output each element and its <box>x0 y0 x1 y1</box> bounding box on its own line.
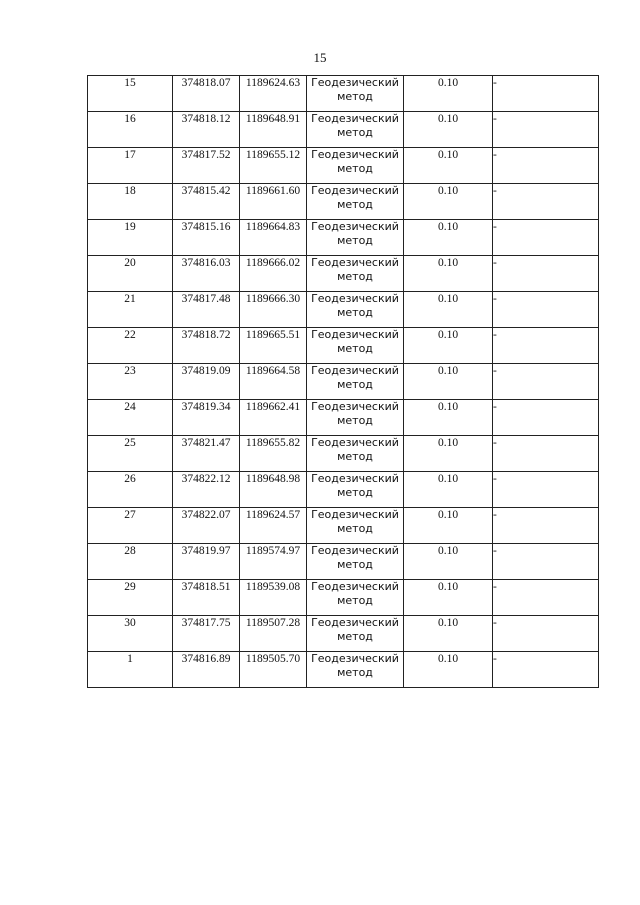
method-cell <box>307 544 404 580</box>
table-row <box>88 256 599 292</box>
x-coordinate-cell: 374819.09 <box>173 364 240 400</box>
method-line-1: Геодезический <box>311 112 399 125</box>
method-line-1: Геодезический <box>311 580 399 593</box>
x-coordinate-cell: 374819.34 <box>173 400 240 436</box>
accuracy-cell: 0.10 <box>404 184 493 220</box>
note-cell: - <box>493 652 599 688</box>
y-coordinate-cell: 1189666.02 <box>240 256 307 292</box>
x-coordinate-cell: 374821.47 <box>173 436 240 472</box>
method-line-1: Геодезический <box>311 292 399 305</box>
point-number-cell: 17 <box>88 148 173 184</box>
accuracy-cell: 0.10 <box>404 112 493 148</box>
note-cell: - <box>493 148 599 184</box>
accuracy-cell: 0.10 <box>404 616 493 652</box>
coordinates-table-body <box>88 76 599 688</box>
y-coordinate-cell: 1189666.30 <box>240 292 307 328</box>
method-cell <box>307 220 404 256</box>
note-cell: - <box>493 364 599 400</box>
x-coordinate-cell: 374815.16 <box>173 220 240 256</box>
x-coordinate-cell: 374816.89 <box>173 652 240 688</box>
note-cell: - <box>493 184 599 220</box>
table-row <box>88 148 599 184</box>
accuracy-cell: 0.10 <box>404 256 493 292</box>
note-cell: - <box>493 256 599 292</box>
x-coordinate-cell: 374818.12 <box>173 112 240 148</box>
note-cell: - <box>493 112 599 148</box>
note-cell: - <box>493 436 599 472</box>
x-coordinate-cell: 374819.97 <box>173 544 240 580</box>
method-cell <box>307 112 404 148</box>
method-cell <box>307 508 404 544</box>
note-cell: - <box>493 400 599 436</box>
y-coordinate-cell: 1189624.63 <box>240 76 307 112</box>
accuracy-cell: 0.10 <box>404 436 493 472</box>
method-line-2: метод <box>337 342 373 355</box>
y-coordinate-cell: 1189648.91 <box>240 112 307 148</box>
table-row <box>88 652 599 688</box>
point-number-cell: 16 <box>88 112 173 148</box>
note-cell: - <box>493 508 599 544</box>
method-line-2: метод <box>337 522 373 535</box>
y-coordinate-cell: 1189648.98 <box>240 472 307 508</box>
method-cell <box>307 652 404 688</box>
y-coordinate-cell: 1189574.97 <box>240 544 307 580</box>
accuracy-cell: 0.10 <box>404 400 493 436</box>
method-cell <box>307 400 404 436</box>
method-line-1: Геодезический <box>311 148 399 161</box>
method-line-1: Геодезический <box>311 220 399 233</box>
method-line-1: Геодезический <box>311 508 399 521</box>
note-cell: - <box>493 616 599 652</box>
accuracy-cell: 0.10 <box>404 544 493 580</box>
table-row <box>88 544 599 580</box>
point-number-cell: 30 <box>88 616 173 652</box>
y-coordinate-cell: 1189662.41 <box>240 400 307 436</box>
y-coordinate-cell: 1189665.51 <box>240 328 307 364</box>
accuracy-cell: 0.10 <box>404 364 493 400</box>
method-line-1: Геодезический <box>311 184 399 197</box>
note-cell: - <box>493 292 599 328</box>
method-line-2: метод <box>337 594 373 607</box>
method-cell <box>307 616 404 652</box>
accuracy-cell: 0.10 <box>404 220 493 256</box>
point-number-cell: 20 <box>88 256 173 292</box>
method-cell <box>307 184 404 220</box>
point-number-cell: 22 <box>88 328 173 364</box>
method-cell <box>307 580 404 616</box>
point-number-cell: 19 <box>88 220 173 256</box>
method-line-2: метод <box>337 306 373 319</box>
point-number-cell: 1 <box>88 652 173 688</box>
method-line-2: метод <box>337 90 373 103</box>
method-cell <box>307 328 404 364</box>
table-row <box>88 76 599 112</box>
page-number: 15 <box>313 50 327 65</box>
table-row <box>88 328 599 364</box>
table-row <box>88 292 599 328</box>
point-number-cell: 25 <box>88 436 173 472</box>
y-coordinate-cell: 1189655.82 <box>240 436 307 472</box>
y-coordinate-cell: 1189664.83 <box>240 220 307 256</box>
method-line-2: метод <box>337 126 373 139</box>
accuracy-cell: 0.10 <box>404 652 493 688</box>
method-cell <box>307 256 404 292</box>
note-cell: - <box>493 220 599 256</box>
point-number-cell: 29 <box>88 580 173 616</box>
table-row <box>88 436 599 472</box>
table-row <box>88 364 599 400</box>
accuracy-cell: 0.10 <box>404 472 493 508</box>
x-coordinate-cell: 374815.42 <box>173 184 240 220</box>
table-row <box>88 508 599 544</box>
method-cell <box>307 364 404 400</box>
table-row <box>88 220 599 256</box>
x-coordinate-cell: 374818.07 <box>173 76 240 112</box>
accuracy-cell: 0.10 <box>404 76 493 112</box>
point-number-cell: 27 <box>88 508 173 544</box>
table-row <box>88 616 599 652</box>
method-line-1: Геодезический <box>311 436 399 449</box>
note-cell: - <box>493 544 599 580</box>
y-coordinate-cell: 1189505.70 <box>240 652 307 688</box>
x-coordinate-cell: 374817.48 <box>173 292 240 328</box>
point-number-cell: 26 <box>88 472 173 508</box>
x-coordinate-cell: 374817.75 <box>173 616 240 652</box>
y-coordinate-cell: 1189655.12 <box>240 148 307 184</box>
note-cell: - <box>493 472 599 508</box>
note-cell: - <box>493 580 599 616</box>
method-line-1: Геодезический <box>311 76 399 89</box>
note-cell: - <box>493 76 599 112</box>
note-cell: - <box>493 328 599 364</box>
table-row <box>88 112 599 148</box>
point-number-cell: 15 <box>88 76 173 112</box>
coordinates-table <box>87 75 599 688</box>
method-line-2: метод <box>337 414 373 427</box>
method-cell <box>307 76 404 112</box>
x-coordinate-cell: 374822.12 <box>173 472 240 508</box>
method-cell <box>307 472 404 508</box>
method-line-2: метод <box>337 450 373 463</box>
y-coordinate-cell: 1189664.58 <box>240 364 307 400</box>
accuracy-cell: 0.10 <box>404 148 493 184</box>
x-coordinate-cell: 374818.72 <box>173 328 240 364</box>
y-coordinate-cell: 1189661.60 <box>240 184 307 220</box>
method-line-2: метод <box>337 666 373 679</box>
point-number-cell: 18 <box>88 184 173 220</box>
y-coordinate-cell: 1189539.08 <box>240 580 307 616</box>
y-coordinate-cell: 1189507.28 <box>240 616 307 652</box>
point-number-cell: 28 <box>88 544 173 580</box>
accuracy-cell: 0.10 <box>404 580 493 616</box>
method-cell <box>307 436 404 472</box>
method-line-1: Геодезический <box>311 256 399 269</box>
method-line-2: метод <box>337 558 373 571</box>
method-line-1: Геодезический <box>311 616 399 629</box>
accuracy-cell: 0.10 <box>404 328 493 364</box>
x-coordinate-cell: 374817.52 <box>173 148 240 184</box>
method-cell <box>307 292 404 328</box>
point-number-cell: 21 <box>88 292 173 328</box>
method-line-1: Геодезический <box>311 544 399 557</box>
method-line-2: метод <box>337 378 373 391</box>
method-line-1: Геодезический <box>311 328 399 341</box>
y-coordinate-cell: 1189624.57 <box>240 508 307 544</box>
method-line-1: Геодезический <box>311 652 399 665</box>
accuracy-cell: 0.10 <box>404 508 493 544</box>
point-number-cell: 24 <box>88 400 173 436</box>
point-number-cell: 23 <box>88 364 173 400</box>
method-line-2: метод <box>337 486 373 499</box>
table-row <box>88 184 599 220</box>
table-row <box>88 580 599 616</box>
table-row <box>88 400 599 436</box>
method-line-2: метод <box>337 234 373 247</box>
table-row <box>88 472 599 508</box>
method-cell <box>307 148 404 184</box>
method-line-1: Геодезический <box>311 400 399 413</box>
method-line-1: Геодезический <box>311 364 399 377</box>
method-line-2: метод <box>337 162 373 175</box>
method-line-2: метод <box>337 270 373 283</box>
method-line-2: метод <box>337 198 373 211</box>
method-line-1: Геодезический <box>311 472 399 485</box>
x-coordinate-cell: 374822.07 <box>173 508 240 544</box>
accuracy-cell: 0.10 <box>404 292 493 328</box>
x-coordinate-cell: 374818.51 <box>173 580 240 616</box>
x-coordinate-cell: 374816.03 <box>173 256 240 292</box>
method-line-2: метод <box>337 630 373 643</box>
